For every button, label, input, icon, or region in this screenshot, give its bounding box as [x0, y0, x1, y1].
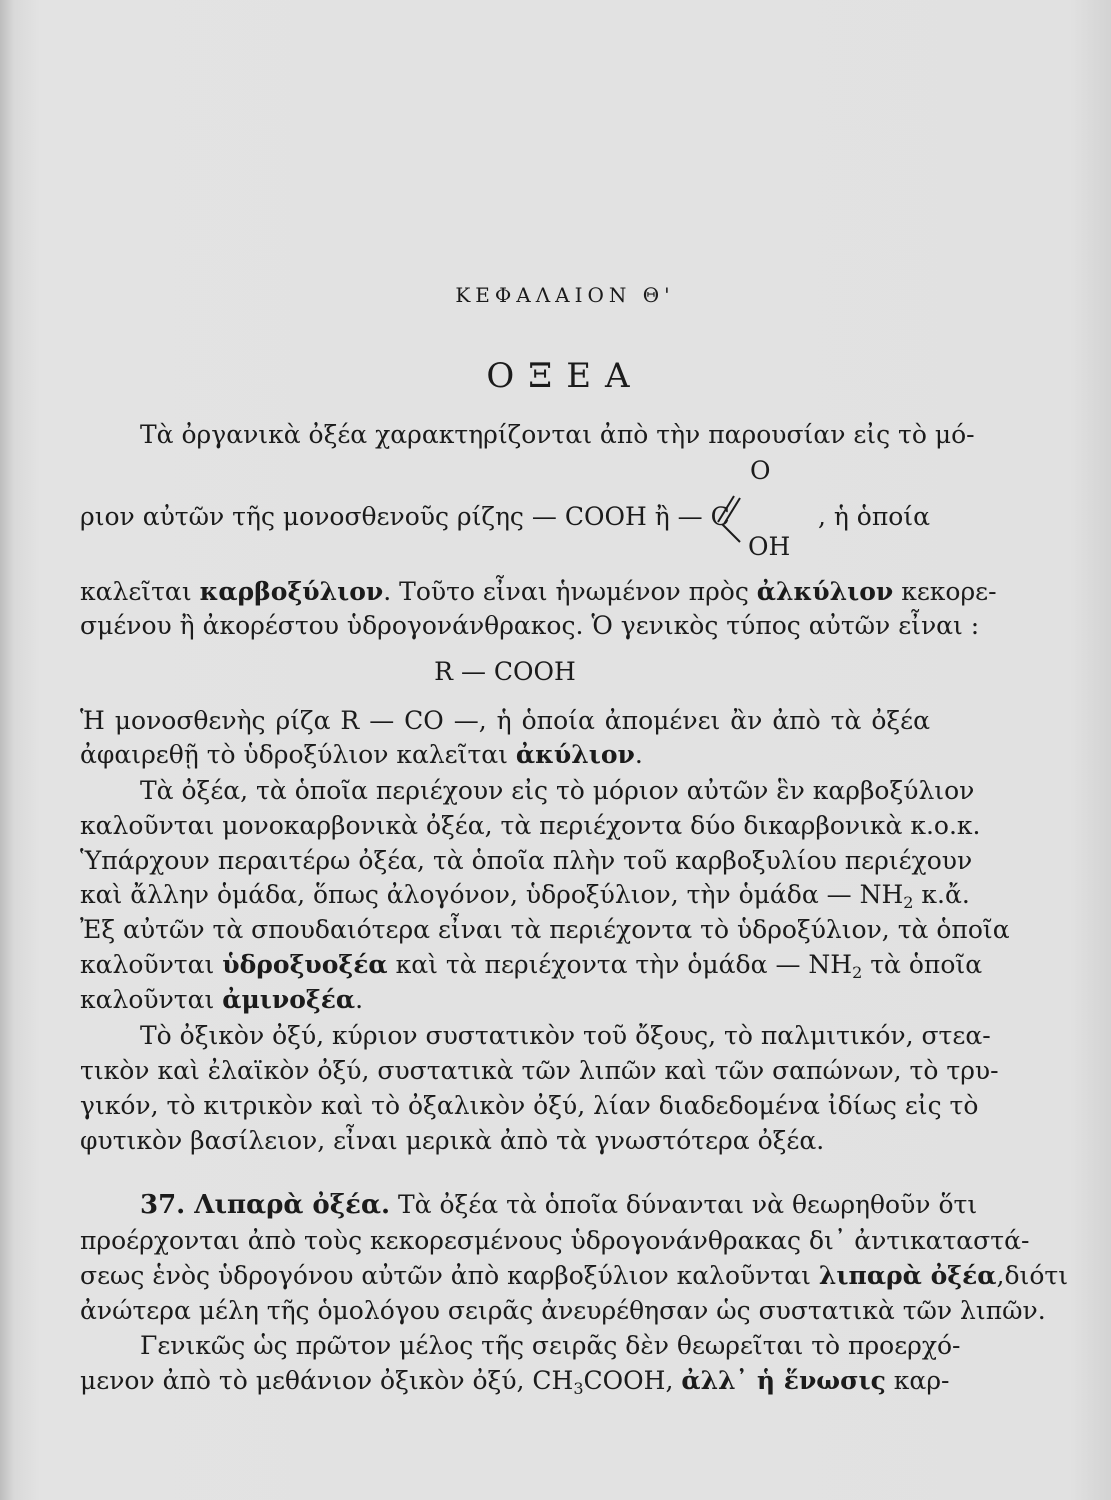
bold-term: καρβοξύλιον — [199, 577, 384, 606]
paragraph-line — [80, 500, 930, 534]
subscript: 3 — [573, 1379, 584, 1398]
section-heading-line — [140, 1188, 978, 1222]
text-fragment: . Τοῦτο εἶναι ἡνωμένον πρὸς — [383, 577, 757, 606]
paragraph-line: φυτικὸν βασίλειον, εἶναι μερικὰ ἀπὸ τὰ γνωστότερα ὀξέα. — [80, 1126, 825, 1155]
paragraph-line: Ἐξ αὐτῶν τὰ σπουδαιότερα εἶναι τὰ περιέχοντα τὸ ὑδροξύλιον, τὰ ὁποῖα — [80, 915, 1010, 944]
formula-hydroxyl: OH — [748, 532, 791, 561]
bold-term: ἀμινοξέα — [222, 985, 356, 1014]
text-fragment: μενον ἀπὸ τὸ μεθάνιον ὀξικὸν ὀξύ, CH — [80, 1366, 574, 1395]
bold-term: ἀλλ᾽ ἡ ἕνωσις — [681, 1366, 886, 1395]
bold-term: ὑδροξυοξέα — [222, 950, 388, 979]
bold-term: λιπαρὰ ὀξέα — [818, 1261, 997, 1290]
paragraph-line: Τὰ ὀξέα, τὰ ὁποῖα περιέχουν εἰς τὸ μόριον αὐτῶν ἓν καρβοξύλιον — [140, 776, 975, 805]
formula-text: ριον αὐτῶν τῆς μονοσθενοῦς ρίζης — COOH ἢ — C — [80, 502, 730, 531]
bold-term: ἀκύλιον — [515, 740, 635, 769]
paragraph-line: ἀνώτερα μέλη τῆς ὁμολόγου σειρᾶς ἀνευρέθησαν ὡς συστατικὰ τῶν λιπῶν. — [80, 1296, 1046, 1325]
text-fragment: COOH, — [583, 1366, 682, 1395]
section-heading: 37. Λιπαρὰ ὀξέα. — [140, 1190, 391, 1220]
paragraph-line: γικόν, τὸ κιτρικὸν καὶ τὸ ὀξαλικὸν ὀξύ, λίαν διαδεδομένα ἰδίως εἰς τὸ — [80, 1091, 979, 1120]
paragraph-line — [80, 738, 930, 772]
subscript: 2 — [852, 963, 863, 982]
paragraph-line: καλοῦνται μονοκαρβονικὰ ὀξέα, τὰ περιέχοντα δύο δικαρβονικὰ κ.ο.κ. — [80, 811, 981, 840]
text-fragment: , ἡ ὁποία — [817, 502, 930, 531]
paragraph-line: Ὑπάρχουν περαιτέρω ὀξέα, τὰ ὁποῖα πλὴν τοῦ καρβοξυλίου περιέχουν — [80, 846, 973, 875]
subscript: 2 — [903, 893, 914, 912]
paragraph-line: Τὰ ὀργανικὰ ὀξέα χαρακτηρίζονται ἀπὸ τὴν παρουσίαν εἰς τὸ μό- — [140, 420, 975, 449]
text-fragment: . — [355, 985, 364, 1014]
text-fragment: τὰ ὁποῖα — [862, 950, 983, 979]
paragraph-line: τικὸν καὶ ἐλαϊκὸν ὀξύ, συστατικὰ τῶν λιπῶν καὶ τῶν σαπώνων, τὸ τρυ- — [80, 1056, 999, 1085]
text-fragment: ἀφαιρεθῇ τὸ ὑδροξύλιον καλεῖται — [80, 740, 516, 769]
text-fragment: καλοῦνται — [80, 985, 223, 1014]
paragraph-line: Γενικῶς ὡς πρῶτον μέλος τῆς σειρᾶς δὲν θεωρεῖται τὸ προερχό- — [140, 1331, 961, 1360]
paragraph-line — [80, 575, 997, 609]
text-fragment: κ.ἄ. — [913, 880, 970, 909]
paragraph-line: Ἡ μονοσθενὴς ρίζα R — CO —, ἡ ὁποία ἀπομένει ἂν ἀπὸ τὰ ὀξέα — [80, 706, 930, 735]
paragraph-line — [80, 983, 930, 1017]
text-fragment: . — [634, 740, 643, 769]
paragraph-line — [80, 1364, 950, 1406]
paragraph-line: σμένου ἢ ἀκορέστου ὑδρογονάνθρακος. Ὁ γενικὸς τύπος αὐτῶν εἶναι : — [80, 611, 980, 640]
formula-oxygen: O — [750, 456, 771, 485]
text-fragment: ,διότι — [996, 1261, 1069, 1290]
text-fragment: σεως ἑνὸς ὑδρογόνου αὐτῶν ἀπὸ καρβοξύλιον καλοῦνται — [80, 1261, 819, 1290]
text-fragment: καλεῖται — [80, 577, 200, 606]
text-fragment: κεκορε- — [893, 577, 997, 606]
text-fragment: καὶ ἄλλην ὁμάδα, ὅπως ἀλογόνον, ὑδροξύλιον, τὴν ὁμάδα — NH — [80, 880, 904, 909]
text-fragment: καρ- — [885, 1366, 950, 1395]
bold-term: ἀλκύλιον — [756, 577, 894, 606]
text-fragment: καὶ τὰ περιέχοντα τὴν ὁμάδα — NH — [387, 950, 853, 979]
paragraph-line: προέρχονται ἀπὸ τοὺς κεκορεσμένους ὑδρογονάνθρακας δι᾽ ἀντικαταστά- — [80, 1226, 1030, 1255]
paragraph-line: Τὸ ὀξικὸν ὀξύ, κύριον συστατικὸν τοῦ ὄξους, τὸ παλμιτικόν, στεα- — [140, 1021, 991, 1050]
general-formula: R — COOH — [434, 657, 576, 686]
paragraph-line — [80, 1259, 1069, 1293]
chapter-heading: ΚΕΦΑΛΑΙΟΝ Θ' — [455, 283, 675, 307]
page-title: ΟΞΕΑ — [486, 356, 644, 396]
text-fragment: Τὰ ὀξέα τὰ ὁποῖα δύνανται νὰ θεωρηθοῦν ὅτι — [390, 1190, 978, 1219]
text-fragment: καλοῦνται — [80, 950, 223, 979]
